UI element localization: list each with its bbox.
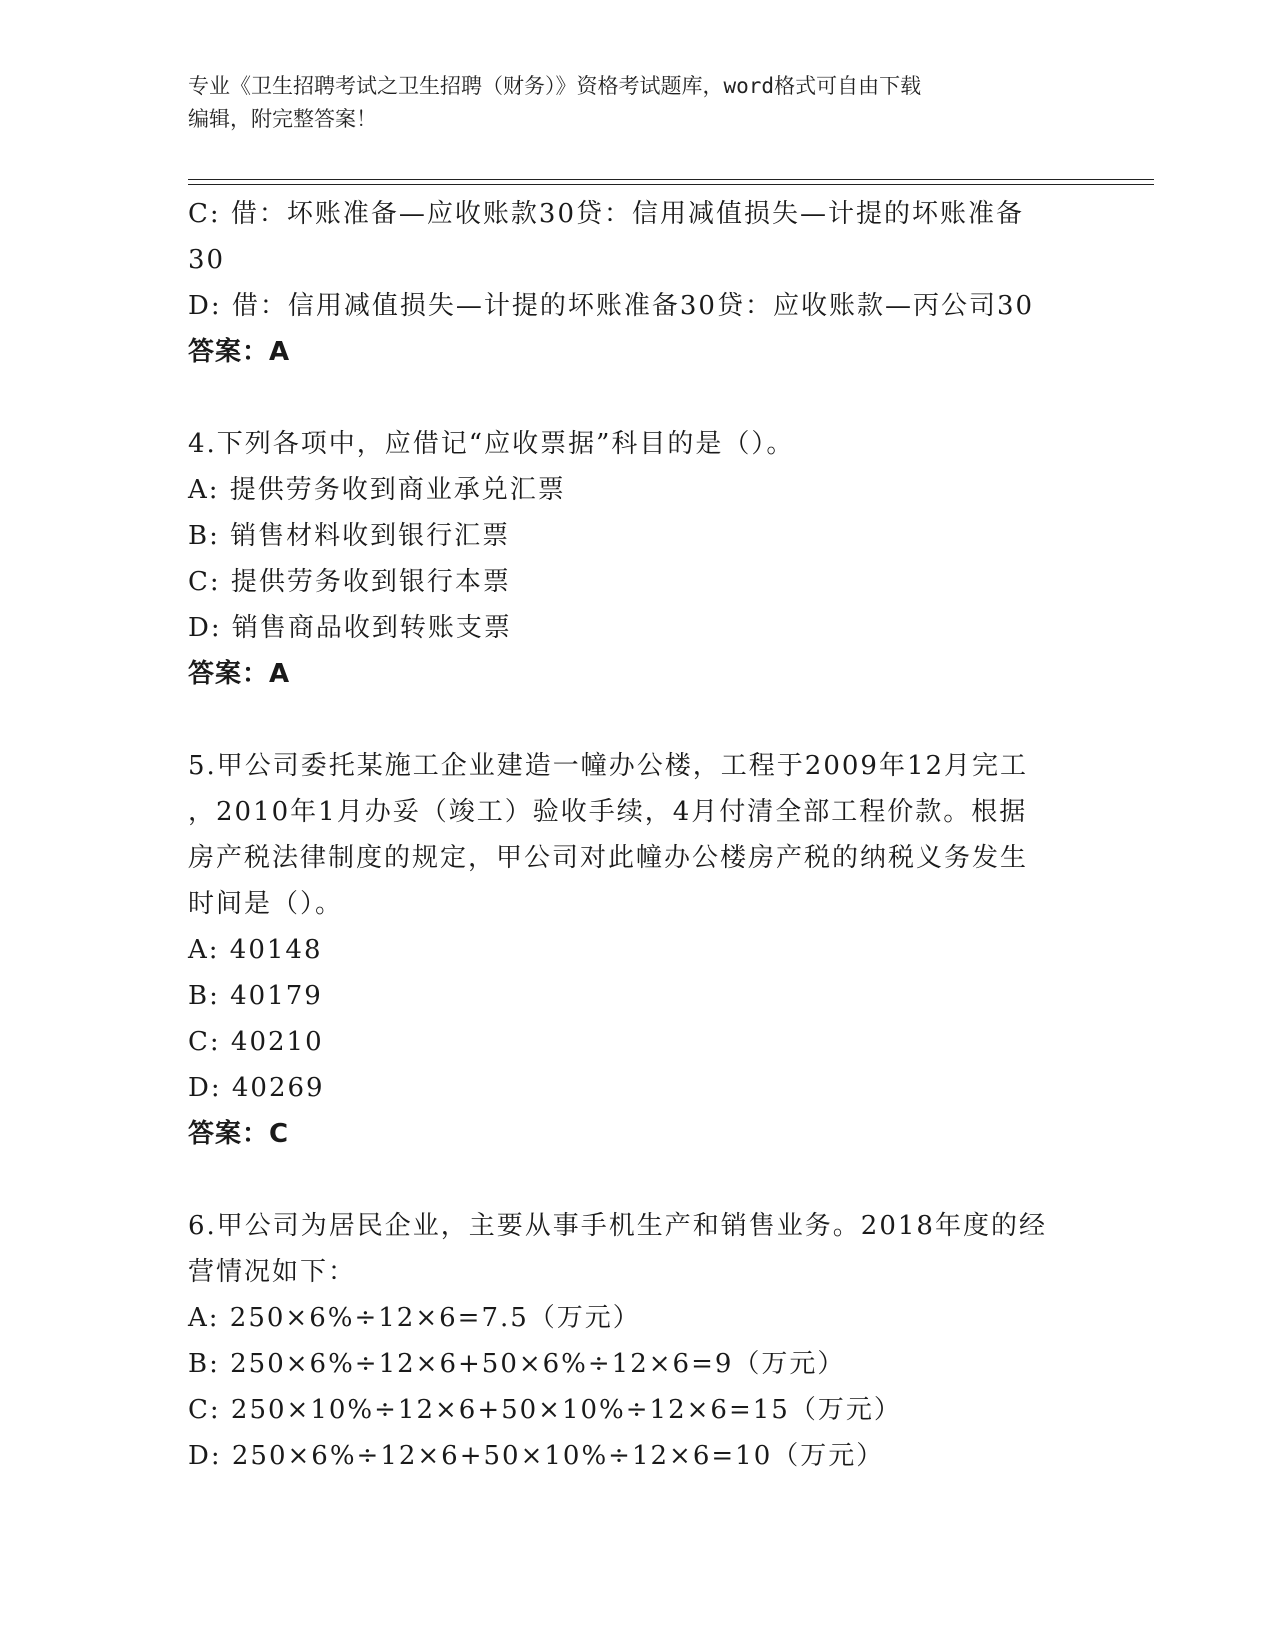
q5-stem-line-2: ，2010年1月办妥（竣工）验收手续，4月付清全部工程价款。根据	[188, 797, 1028, 827]
question-3	[188, 191, 1088, 375]
q6-option-d: D: 250×6%÷12×6+50×10%÷12×6=10（万元）	[188, 1441, 885, 1471]
q5-option-a: A: 40148	[188, 935, 323, 965]
q4-answer: 答案：A	[188, 659, 291, 689]
spacer	[188, 697, 1088, 743]
spacer	[188, 1157, 1088, 1203]
q3-option-c-line1: C: 借：坏账准备—应收账款30贷：信用减值损失—计提的坏账准备	[188, 199, 1025, 229]
q6-option-b: B: 250×6%÷12×6+50×6%÷12×6=9（万元）	[188, 1349, 846, 1379]
q6-stem-line-2: 营情况如下：	[188, 1257, 357, 1287]
question-6	[188, 1203, 1088, 1479]
q3-option-d: D: 借：信用减值损失—计提的坏账准备30贷：应收账款—丙公司30	[188, 291, 1035, 321]
question-list	[188, 191, 1088, 1479]
q5-stem-line-4: 时间是（）。	[188, 889, 344, 919]
q5-option-b: B: 40179	[188, 981, 323, 1011]
q4-stem: 4.下列各项中，应借记“应收票据”科目的是（）。	[188, 429, 795, 459]
q5-answer: 答案：C	[188, 1119, 290, 1149]
header-line-2: 编辑，附完整答案！	[188, 107, 377, 131]
question-5	[188, 743, 1088, 1157]
header-divider-top	[188, 179, 1154, 180]
q6-stem-line-1: 6.甲公司为居民企业，主要从事手机生产和销售业务。2018年度的经	[188, 1211, 1047, 1241]
document-header	[188, 70, 1088, 136]
q5-stem-line-3: 房产税法律制度的规定，甲公司对此幢办公楼房产税的纳税义务发生	[188, 843, 1029, 873]
header-line-1: 专业《卫生招聘考试之卫生招聘（财务）》资格考试题库，word格式可自由下载	[188, 74, 922, 98]
q6-option-c: C: 250×10%÷12×6+50×10%÷12×6=15（万元）	[188, 1395, 902, 1425]
q5-option-d: D: 40269	[188, 1073, 325, 1103]
q6-option-a: A: 250×6%÷12×6=7.5（万元）	[188, 1303, 641, 1333]
q4-option-a: A: 提供劳务收到商业承兑汇票	[188, 475, 566, 505]
q5-stem-line-1: 5.甲公司委托某施工企业建造一幢办公楼，工程于2009年12月完工	[188, 751, 1029, 781]
q5-option-c: C: 40210	[188, 1027, 324, 1057]
question-4	[188, 421, 1088, 697]
q4-option-b: B: 销售材料收到银行汇票	[188, 521, 511, 551]
q3-option-c-line2: 30	[188, 245, 226, 275]
q4-option-d: D: 销售商品收到转账支票	[188, 613, 512, 643]
q3-answer: 答案：A	[188, 337, 291, 367]
q4-option-c: C: 提供劳务收到银行本票	[188, 567, 511, 597]
header-divider-bottom	[188, 184, 1154, 185]
spacer	[188, 375, 1088, 421]
